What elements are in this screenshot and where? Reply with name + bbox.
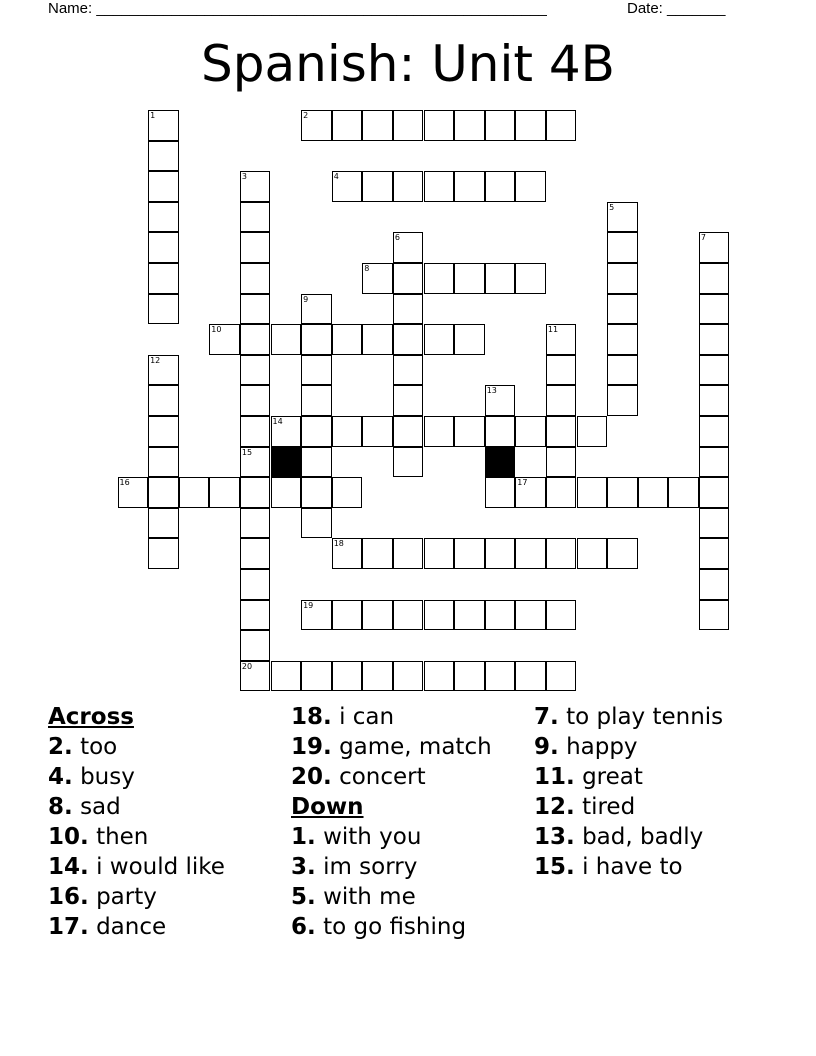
grid-cell[interactable]	[699, 385, 730, 416]
grid-cell[interactable]	[148, 477, 179, 508]
grid-cell[interactable]	[240, 202, 271, 233]
grid-cell[interactable]	[209, 477, 240, 508]
clue-number: 17	[517, 478, 528, 488]
grid-cell[interactable]	[424, 171, 455, 202]
grid-cell[interactable]	[148, 110, 179, 141]
across-clue: 8. sad	[48, 794, 121, 820]
grid-cell[interactable]	[362, 171, 393, 202]
grid-cell[interactable]	[485, 661, 516, 692]
grid-cell[interactable]	[148, 508, 179, 539]
grid-cell[interactable]	[424, 600, 455, 631]
grid-cell[interactable]	[362, 110, 393, 141]
across-clue: 19. game, match	[291, 734, 492, 760]
clue-number: 9	[303, 294, 309, 304]
grid-cell[interactable]	[546, 477, 577, 508]
grid-cell[interactable]	[393, 263, 424, 294]
grid-cell[interactable]	[607, 263, 638, 294]
grid-cell[interactable]	[393, 385, 424, 416]
clue-number: 14	[272, 417, 283, 426]
grid-cell[interactable]	[546, 416, 577, 447]
grid-cell[interactable]	[454, 661, 485, 692]
page-title: Spanish: Unit 4B	[201, 35, 615, 93]
down-clue: 12. tired	[534, 794, 636, 820]
grid-cell[interactable]	[271, 324, 302, 355]
grid-cell[interactable]	[148, 232, 179, 263]
clue-column-1	[48, 702, 225, 942]
grid-cell[interactable]	[485, 538, 516, 569]
down-clue: 15. i have to	[534, 854, 683, 880]
grid-cell[interactable]	[577, 416, 608, 447]
grid-cell[interactable]	[454, 263, 485, 294]
grid-cell[interactable]	[240, 508, 271, 539]
grid-cell[interactable]	[424, 263, 455, 294]
grid-cell[interactable]	[148, 355, 179, 386]
grid-cell[interactable]	[393, 171, 424, 202]
grid-cell[interactable]	[607, 385, 638, 416]
grid-cell[interactable]	[332, 171, 363, 202]
grid-cell[interactable]	[577, 477, 608, 508]
grid-cell[interactable]	[546, 385, 577, 416]
grid-cell[interactable]	[240, 538, 271, 569]
grid-cell[interactable]	[148, 171, 179, 202]
clue-number: 13	[486, 386, 497, 396]
down-clue: 7. to play tennis	[534, 704, 724, 730]
grid-cell[interactable]	[668, 477, 699, 508]
grid-cell[interactable]	[515, 600, 546, 631]
grid-cell[interactable]	[393, 110, 424, 141]
date-field-label: Date: _______	[627, 0, 726, 17]
clue-number: 6	[394, 233, 400, 243]
clue-number: 11	[547, 325, 559, 335]
down-heading: Down	[291, 794, 364, 820]
grid-cell[interactable]	[148, 141, 179, 172]
grid-cell[interactable]	[393, 294, 424, 325]
grid-cell[interactable]	[393, 416, 424, 447]
grid-cell[interactable]	[454, 324, 485, 355]
grid-cell[interactable]	[638, 477, 669, 508]
grid-cell[interactable]	[301, 324, 332, 355]
grid-cell[interactable]	[362, 324, 393, 355]
grid-cell[interactable]	[577, 538, 608, 569]
grid-cell[interactable]	[485, 110, 516, 141]
grid-cell[interactable]	[332, 600, 363, 631]
grid-cell[interactable]	[271, 477, 302, 508]
grid-cell[interactable]	[240, 385, 271, 416]
grid-cell[interactable]	[332, 477, 363, 508]
across-clue: 2. too	[48, 734, 118, 760]
grid-cell[interactable]	[607, 477, 638, 508]
grid-cell[interactable]	[301, 355, 332, 386]
grid-cell[interactable]	[699, 477, 730, 508]
grid-cell[interactable]	[454, 110, 485, 141]
grid-cell[interactable]	[485, 385, 516, 416]
grid-cell[interactable]	[546, 355, 577, 386]
clue-number: 15	[241, 447, 253, 457]
clue-number: 8	[364, 264, 370, 273]
grid-cell[interactable]	[607, 202, 638, 233]
grid-cell[interactable]	[515, 416, 546, 447]
grid-cell[interactable]	[424, 661, 455, 692]
grid-cell[interactable]	[301, 294, 332, 325]
grid-cell[interactable]	[485, 600, 516, 631]
grid-cell[interactable]	[515, 538, 546, 569]
grid-cell[interactable]	[240, 232, 271, 263]
grid-cell[interactable]	[271, 416, 302, 447]
across-clue: 17. dance	[48, 914, 167, 940]
grid-cell[interactable]	[240, 661, 271, 692]
grid-cell[interactable]	[393, 538, 424, 569]
down-clue: 5. with me	[291, 884, 416, 910]
grid-cell[interactable]	[699, 600, 730, 631]
grid-cell[interactable]	[240, 477, 271, 508]
grid-cell[interactable]	[240, 569, 271, 600]
across-clue: 18. i can	[291, 704, 395, 730]
grid-cell[interactable]	[607, 355, 638, 386]
grid-cell[interactable]	[424, 110, 455, 141]
clue-number: 20	[241, 661, 253, 671]
grid-cell[interactable]	[393, 355, 424, 386]
grid-cell[interactable]	[301, 110, 332, 141]
grid-cell[interactable]	[393, 232, 424, 263]
grid-cell[interactable]	[699, 263, 730, 294]
clue-number: 5	[609, 202, 615, 212]
grid-cell[interactable]	[454, 416, 485, 447]
clue-number: 18	[333, 539, 344, 549]
clue-number: 2	[303, 111, 309, 120]
clue-number: 10	[211, 325, 222, 335]
grid-cell[interactable]	[424, 416, 455, 447]
grid-cell[interactable]	[148, 416, 179, 447]
grid-cell[interactable]	[546, 110, 577, 141]
grid-cell[interactable]	[301, 385, 332, 416]
grid-cell[interactable]	[699, 447, 730, 478]
grid-cell[interactable]	[485, 171, 516, 202]
grid-cell[interactable]	[607, 324, 638, 355]
grid-cell[interactable]	[240, 294, 271, 325]
grid-cell[interactable]	[148, 202, 179, 233]
grid-cell[interactable]	[515, 263, 546, 294]
grid-cell[interactable]	[301, 477, 332, 508]
grid-cell[interactable]	[424, 324, 455, 355]
clue-column-3	[534, 702, 723, 882]
grid-cell[interactable]	[546, 600, 577, 631]
grid-cell[interactable]	[240, 416, 271, 447]
grid-cell[interactable]	[546, 538, 577, 569]
grid-cell[interactable]	[332, 324, 363, 355]
blocked-cell	[271, 447, 302, 478]
grid-cell[interactable]	[240, 324, 271, 355]
across-clue: 10. then	[48, 824, 149, 850]
grid-cell[interactable]	[332, 110, 363, 141]
grid-cell[interactable]	[148, 263, 179, 294]
blocked-cell	[485, 447, 516, 478]
grid-cell[interactable]	[699, 324, 730, 355]
across-clue: 16. party	[48, 884, 157, 910]
grid-cell[interactable]	[454, 171, 485, 202]
grid-cell[interactable]	[240, 171, 271, 202]
grid-cell[interactable]	[454, 538, 485, 569]
clue-number: 19	[303, 600, 314, 610]
grid-cell[interactable]	[607, 538, 638, 569]
grid-cell[interactable]	[148, 294, 179, 325]
down-clue: 1. with you	[291, 824, 422, 850]
grid-cell[interactable]	[362, 538, 393, 569]
grid-cell[interactable]	[699, 355, 730, 386]
down-clue: 6. to go fishing	[291, 914, 467, 940]
grid-cell[interactable]	[179, 477, 210, 508]
across-clue: 20. concert	[291, 764, 426, 790]
grid-cell[interactable]	[515, 110, 546, 141]
grid-cell[interactable]	[240, 447, 271, 478]
clue-number: 16	[119, 478, 130, 488]
grid-cell[interactable]	[362, 416, 393, 447]
grid-cell[interactable]	[485, 416, 516, 447]
grid-cell[interactable]	[332, 661, 363, 692]
grid-cell[interactable]	[332, 416, 363, 447]
grid-cell[interactable]	[485, 263, 516, 294]
grid-cell[interactable]	[148, 385, 179, 416]
grid-cell[interactable]	[546, 447, 577, 478]
grid-cell[interactable]	[699, 569, 730, 600]
grid-cell[interactable]	[454, 600, 485, 631]
grid-cell[interactable]	[699, 508, 730, 539]
clue-number: 3	[241, 172, 247, 182]
grid-cell[interactable]	[362, 600, 393, 631]
grid-cell[interactable]	[515, 661, 546, 692]
grid-cell[interactable]	[699, 294, 730, 325]
across-clue: 14. i would like	[48, 854, 225, 880]
grid-cell[interactable]	[699, 416, 730, 447]
across-heading: Across	[48, 704, 134, 730]
grid-cell[interactable]	[301, 416, 332, 447]
grid-cell[interactable]	[424, 538, 455, 569]
grid-cell[interactable]	[393, 600, 424, 631]
grid-cell[interactable]	[118, 477, 149, 508]
grid-cell[interactable]	[515, 477, 546, 508]
grid-cell[interactable]	[546, 324, 577, 355]
grid-cell[interactable]	[546, 661, 577, 692]
grid-cell[interactable]	[209, 324, 240, 355]
grid-cell[interactable]	[699, 538, 730, 569]
name-field-label: Name: ______________________________________________________	[48, 0, 547, 17]
clue-column-2	[291, 702, 492, 942]
grid-cell[interactable]	[301, 447, 332, 478]
clue-number: 7	[700, 233, 706, 243]
grid-cell[interactable]	[240, 600, 271, 631]
grid-cell[interactable]	[393, 324, 424, 355]
grid-cell[interactable]	[393, 661, 424, 692]
grid-cell[interactable]	[362, 263, 393, 294]
clue-number: 12	[150, 355, 161, 365]
grid-cell[interactable]	[240, 355, 271, 386]
down-clue: 3. im sorry	[291, 854, 418, 880]
grid-cell[interactable]	[515, 171, 546, 202]
down-clue: 11. great	[534, 764, 643, 790]
grid-cell[interactable]	[699, 232, 730, 263]
across-clue: 4. busy	[48, 764, 135, 790]
down-clue: 13. bad, badly	[534, 824, 704, 850]
grid-cell[interactable]	[607, 232, 638, 263]
grid-cell[interactable]	[332, 538, 363, 569]
grid-cell[interactable]	[148, 447, 179, 478]
grid-cell[interactable]	[485, 477, 516, 508]
grid-cell[interactable]	[240, 630, 271, 661]
clue-number: 1	[150, 111, 156, 120]
grid-cell[interactable]	[607, 294, 638, 325]
grid-cell[interactable]	[240, 263, 271, 294]
grid-cell[interactable]	[301, 508, 332, 539]
down-clue: 9. happy	[534, 734, 638, 760]
grid-cell[interactable]	[362, 661, 393, 692]
grid-cell[interactable]	[301, 661, 332, 692]
grid-cell[interactable]	[393, 447, 424, 478]
grid-cell[interactable]	[301, 600, 332, 631]
grid-cell[interactable]	[271, 661, 302, 692]
grid-cell[interactable]	[148, 538, 179, 569]
clue-number: 4	[333, 172, 339, 182]
